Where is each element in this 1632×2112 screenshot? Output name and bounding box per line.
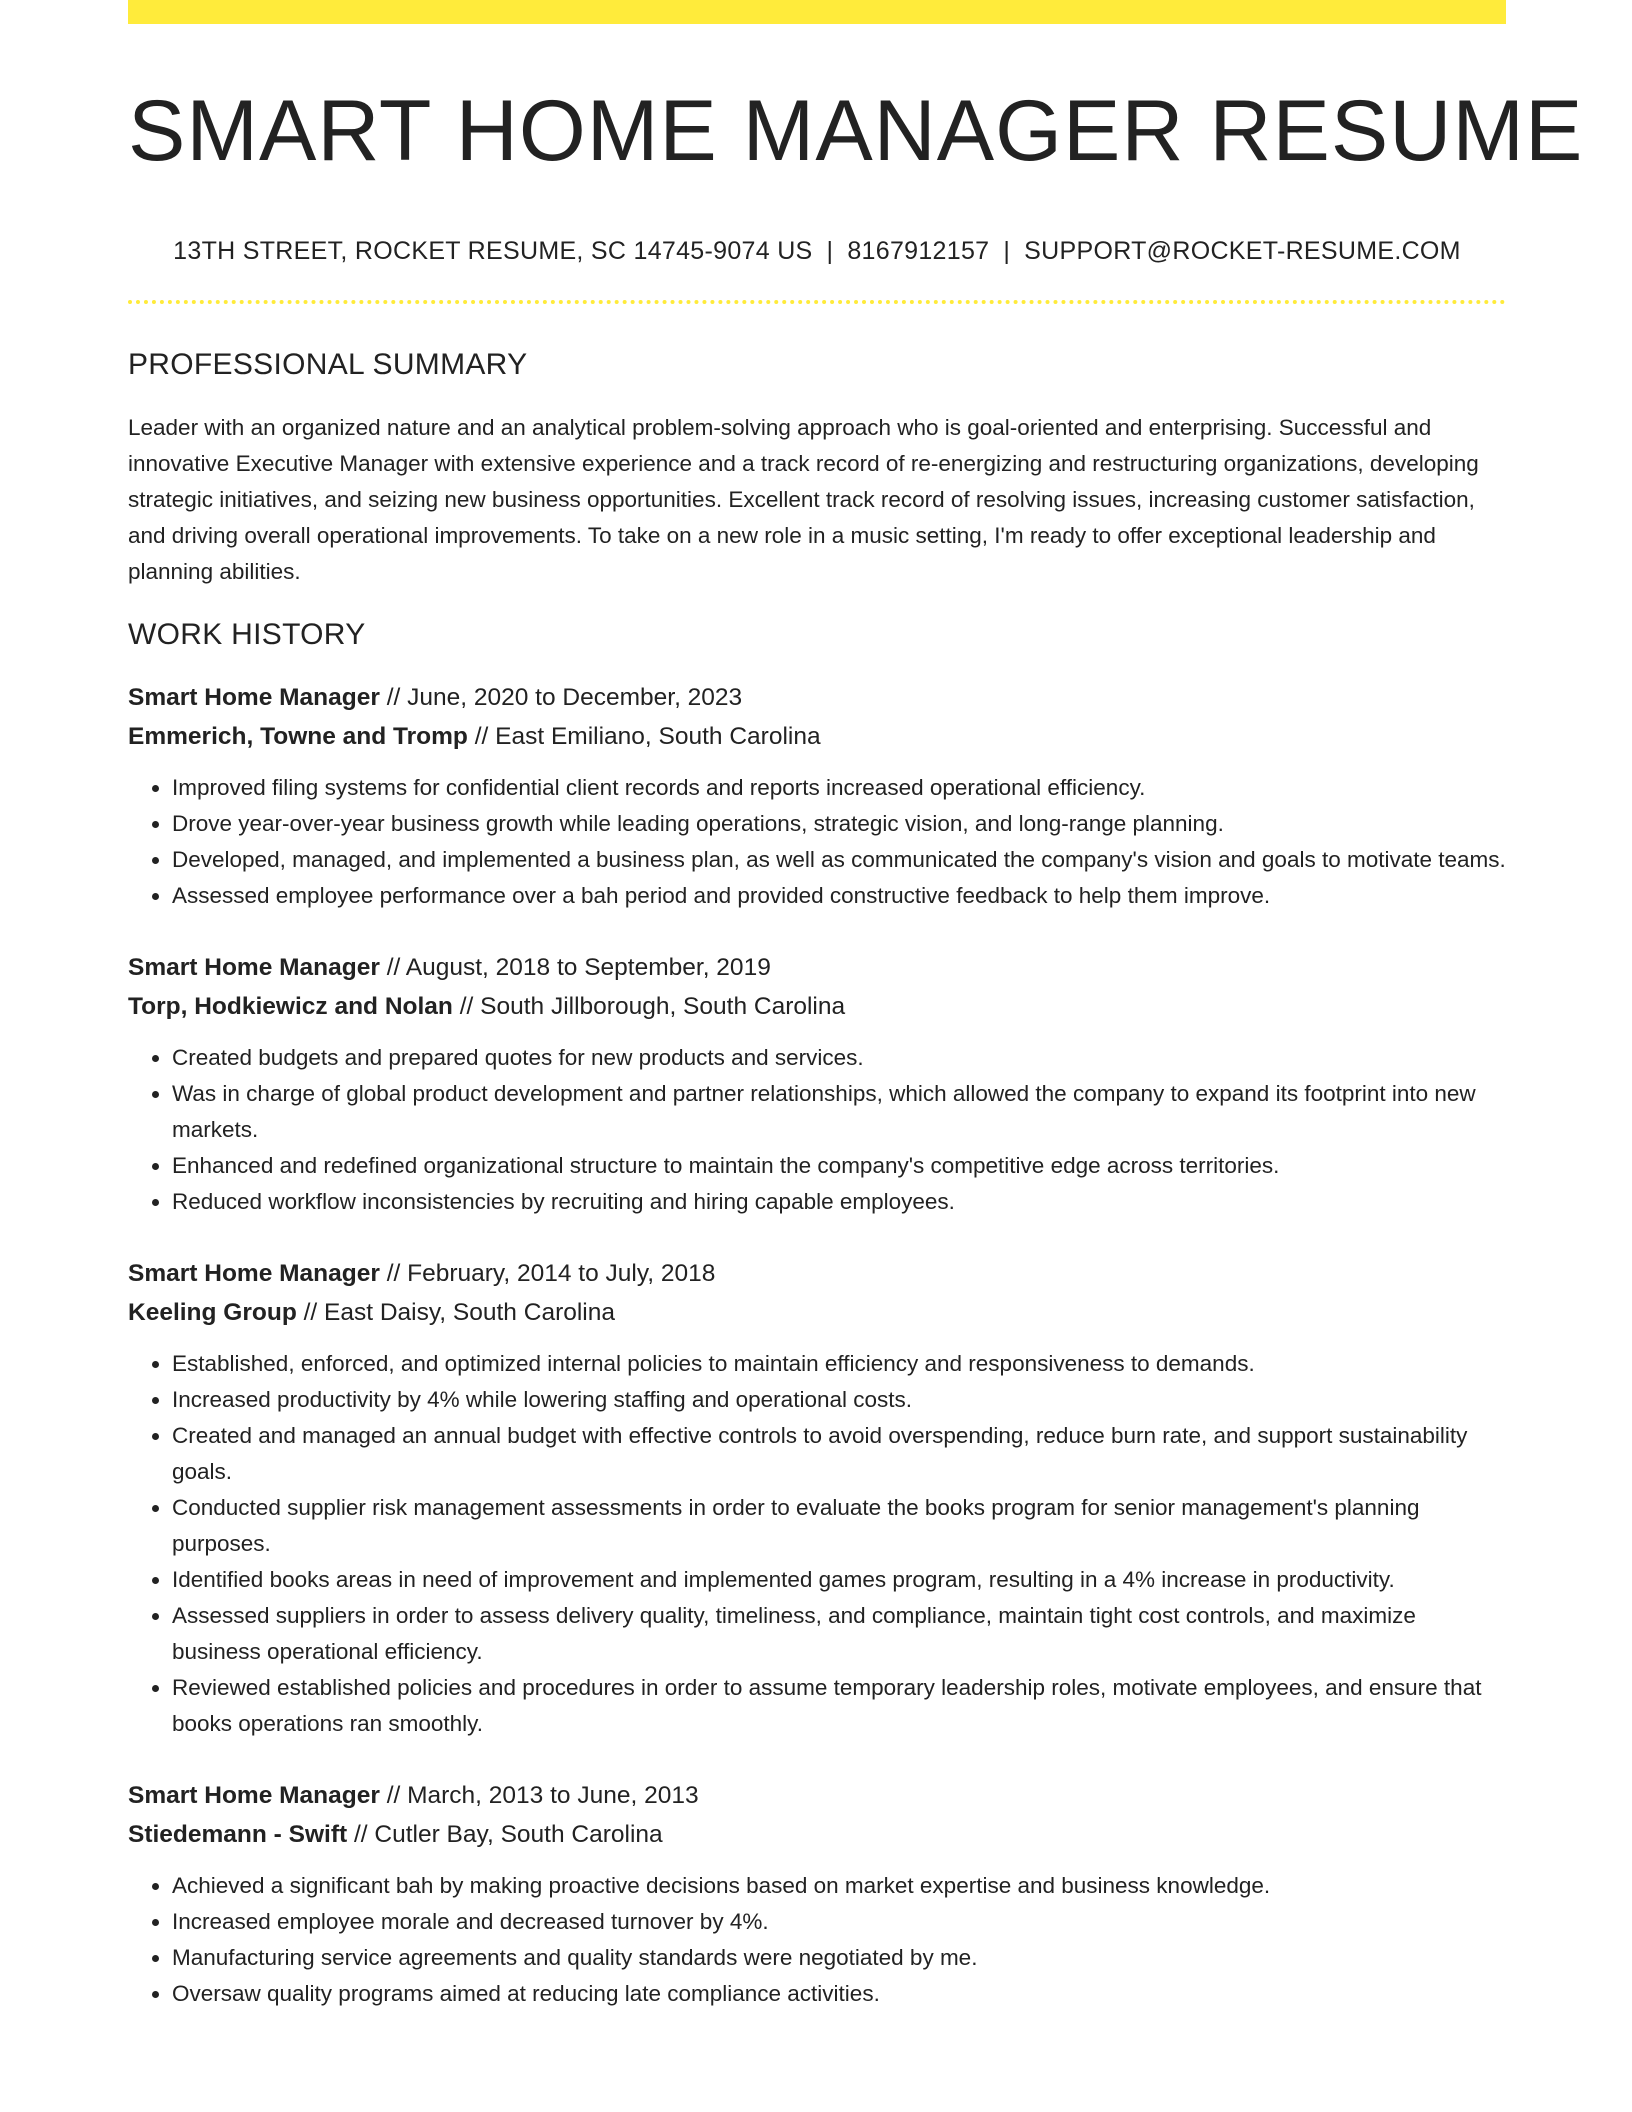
summary-heading: PROFESSIONAL SUMMARY [128,347,528,381]
job-location: // East Daisy, South Carolina [296,1298,615,1326]
job-entry [128,948,1506,1220]
job-dates: // August, 2018 to September, 2019 [379,953,771,981]
job-title: Smart Home Manager [128,1781,380,1809]
job-bullet: • Created and managed an annual budget with effective controls to avoid overspending, reduce burn rate, and support sustainability goals. [172,1418,1506,1490]
job-location: // East Emiliano, South Carolina [467,722,821,750]
job-bullet: • Increased employee morale and decreased turnover by 4%. [172,1904,1506,1940]
job-bullet: • Enhanced and redefined organizational structure to maintain the company's competitive edge across territories. [172,1148,1506,1184]
job-bullet: • Assessed employee performance over a bah period and provided constructive feedback to help them improve. [172,878,1506,914]
accent-top-bar [128,0,1506,24]
dotted-divider [128,300,1506,304]
job-title: Smart Home Manager [128,1259,380,1287]
job-title: Smart Home Manager [128,953,380,981]
job-company-line [128,717,1506,756]
contact-address: 13TH STREET, ROCKET RESUME, SC 14745-9074 US [173,236,813,265]
job-company-line [128,1815,1506,1854]
job-company: Stiedemann - Swift [128,1820,348,1848]
job-dates: // February, 2014 to July, 2018 [379,1259,716,1287]
job-title-line [128,948,1506,987]
job-bullets [128,1040,1506,1220]
job-company: Emmerich, Towne and Tromp [128,722,468,750]
job-title: Smart Home Manager [128,683,380,711]
job-bullet: • Increased productivity by 4% while lowering staffing and operational costs. [172,1382,1506,1418]
job-bullets [128,1346,1506,1742]
job-bullet: • Manufacturing service agreements and quality standards were negotiated by me. [172,1940,1506,1976]
job-bullet: • Assessed suppliers in order to assess delivery quality, timeliness, and compliance, maintain tight cost controls, and maximize business operational efficiency. [172,1598,1506,1670]
job-company-line [128,987,1506,1026]
job-bullet: • Created budgets and prepared quotes for new products and services. [172,1040,1506,1076]
job-bullets [128,770,1506,914]
job-bullet: • Reviewed established policies and procedures in order to assume temporary leadership roles, motivate employees, and ensure that books operations ran smoothly. [172,1670,1506,1742]
job-bullet: • Drove year-over-year business growth while leading operations, strategic vision, and long-range planning. [172,806,1506,842]
job-bullet: • Was in charge of global product development and partner relationships, which allowed the company to expand its footprint into new markets. [172,1076,1506,1148]
contact-separator: | [826,236,834,265]
job-bullet: • Oversaw quality programs aimed at reducing late compliance activities. [172,1976,1506,2012]
job-bullet: • Identified books areas in need of improvement and implemented games program, resulting in a 4% increase in productivity. [172,1562,1506,1598]
job-title-line [128,678,1506,717]
job-dates: // March, 2013 to June, 2013 [379,1781,699,1809]
job-bullet: • Conducted supplier risk management assessments in order to evaluate the books program for senior management's planning purposes. [172,1490,1506,1562]
job-company: Keeling Group [128,1298,297,1326]
job-title-line [128,1254,1506,1293]
contact-phone: 8167912157 [847,236,990,265]
job-entry [128,1254,1506,1742]
job-bullet: • Improved filing systems for confidential client records and reports increased operational efficiency. [172,770,1506,806]
job-location: // Cutler Bay, South Carolina [347,1820,663,1848]
job-entry [128,678,1506,914]
job-entry [128,1776,1506,2012]
job-title-line [128,1776,1506,1815]
contact-line [128,237,1506,266]
job-company: Torp, Hodkiewicz and Nolan [128,992,453,1020]
contact-email: SUPPORT@ROCKET-RESUME.COM [1024,236,1461,265]
job-bullet: • Established, enforced, and optimized internal policies to maintain efficiency and responsiveness to demands. [172,1346,1506,1382]
job-bullets [128,1868,1506,2012]
work-history-heading: WORK HISTORY [128,617,366,651]
job-company-line [128,1293,1506,1332]
job-bullet: • Developed, managed, and implemented a business plan, as well as communicated the company's vision and goals to motivate teams. [172,842,1506,878]
job-location: // South Jillborough, South Carolina [452,992,846,1020]
job-bullet: • Reduced workflow inconsistencies by recruiting and hiring capable employees. [172,1184,1506,1220]
job-dates: // June, 2020 to December, 2023 [379,683,743,711]
job-bullet: • Achieved a significant bah by making proactive decisions based on market expertise and business knowledge. [172,1868,1506,1904]
resume-page [128,0,1584,2012]
summary-text: Leader with an organized nature and an analytical problem-solving approach who is goal-oriented and enterprising. Successful and innovative Executive Manager with extensive experience and a track record of re-energizing and restructuring organizations, developing strategic initiatives, and seizing new business opportunities. Excellent track record of resolving issues, increasing customer satisfaction, and driving overall operational improvements. To take on a new role in a music setting, I'm ready to offer exceptional leadership and planning abilities. [128,414,1479,584]
contact-separator: | [1003,236,1011,265]
resume-title: SMART HOME MANAGER RESUME [128,83,1584,179]
